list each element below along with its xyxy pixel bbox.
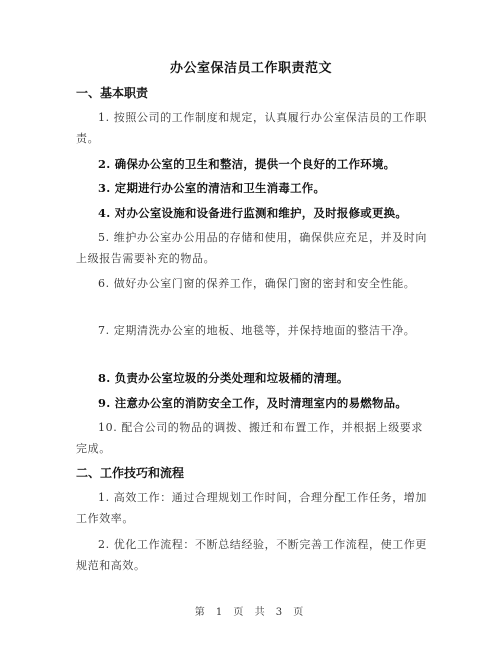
paragraph-skill-1: 1. 高效工作：通过合理规划工作时间，合理分配工作任务，增加工作效率。 xyxy=(76,491,427,525)
paragraph-item-10: 10. 配合公司的物品的调拨、搬迁和布置工作，并根据上级要求完成。 xyxy=(76,421,423,455)
section-heading-basic-duties: 一、基本职责 xyxy=(76,86,149,100)
document-title: 办公室保洁员工作职责范文 xyxy=(169,61,332,76)
paragraph-item-2: 2. 确保办公室的卫生和整洁，提供一个良好的工作环境。 xyxy=(98,157,396,171)
paragraph-skill-2: 2. 优化工作流程：不断总结经验，不断完善工作流程，使工作更规范和高效。 xyxy=(76,538,427,572)
paragraph-item-7: 7. 定期清洗办公室的地板、地毯等，并保持地面的整洁干净。 xyxy=(98,324,416,337)
paragraph-item-6: 6. 做好办公室门窗的保养工作，确保门窗的密封和安全性能。 xyxy=(98,277,416,290)
paragraph-item-9: 9. 注意办公室的消防安全工作，及时清理室内的易燃物品。 xyxy=(98,396,408,410)
paragraph-item-4: 4. 对办公室设施和设备进行监测和维护，及时报修或更换。 xyxy=(98,206,408,220)
page-number-footer: 第 1 页 共 3 页 xyxy=(194,607,308,618)
section-heading-work-skills: 二、工作技巧和流程 xyxy=(76,466,185,480)
paragraph-item-3: 3. 定期进行办公室的清洁和卫生消毒工作。 xyxy=(98,181,326,195)
paragraph-item-8: 8. 负责办公室垃圾的分类处理和垃圾桶的清理。 xyxy=(98,371,349,385)
paragraph-item-1: 1. 按照公司的工作制度和规定，认真履行办公室保洁员的工作职责。 xyxy=(76,111,427,145)
paragraph-item-5: 5. 维护办公室办公用品的存储和使用，确保供应充足，并及时向上级报告需要补充的物品。 xyxy=(76,231,427,265)
